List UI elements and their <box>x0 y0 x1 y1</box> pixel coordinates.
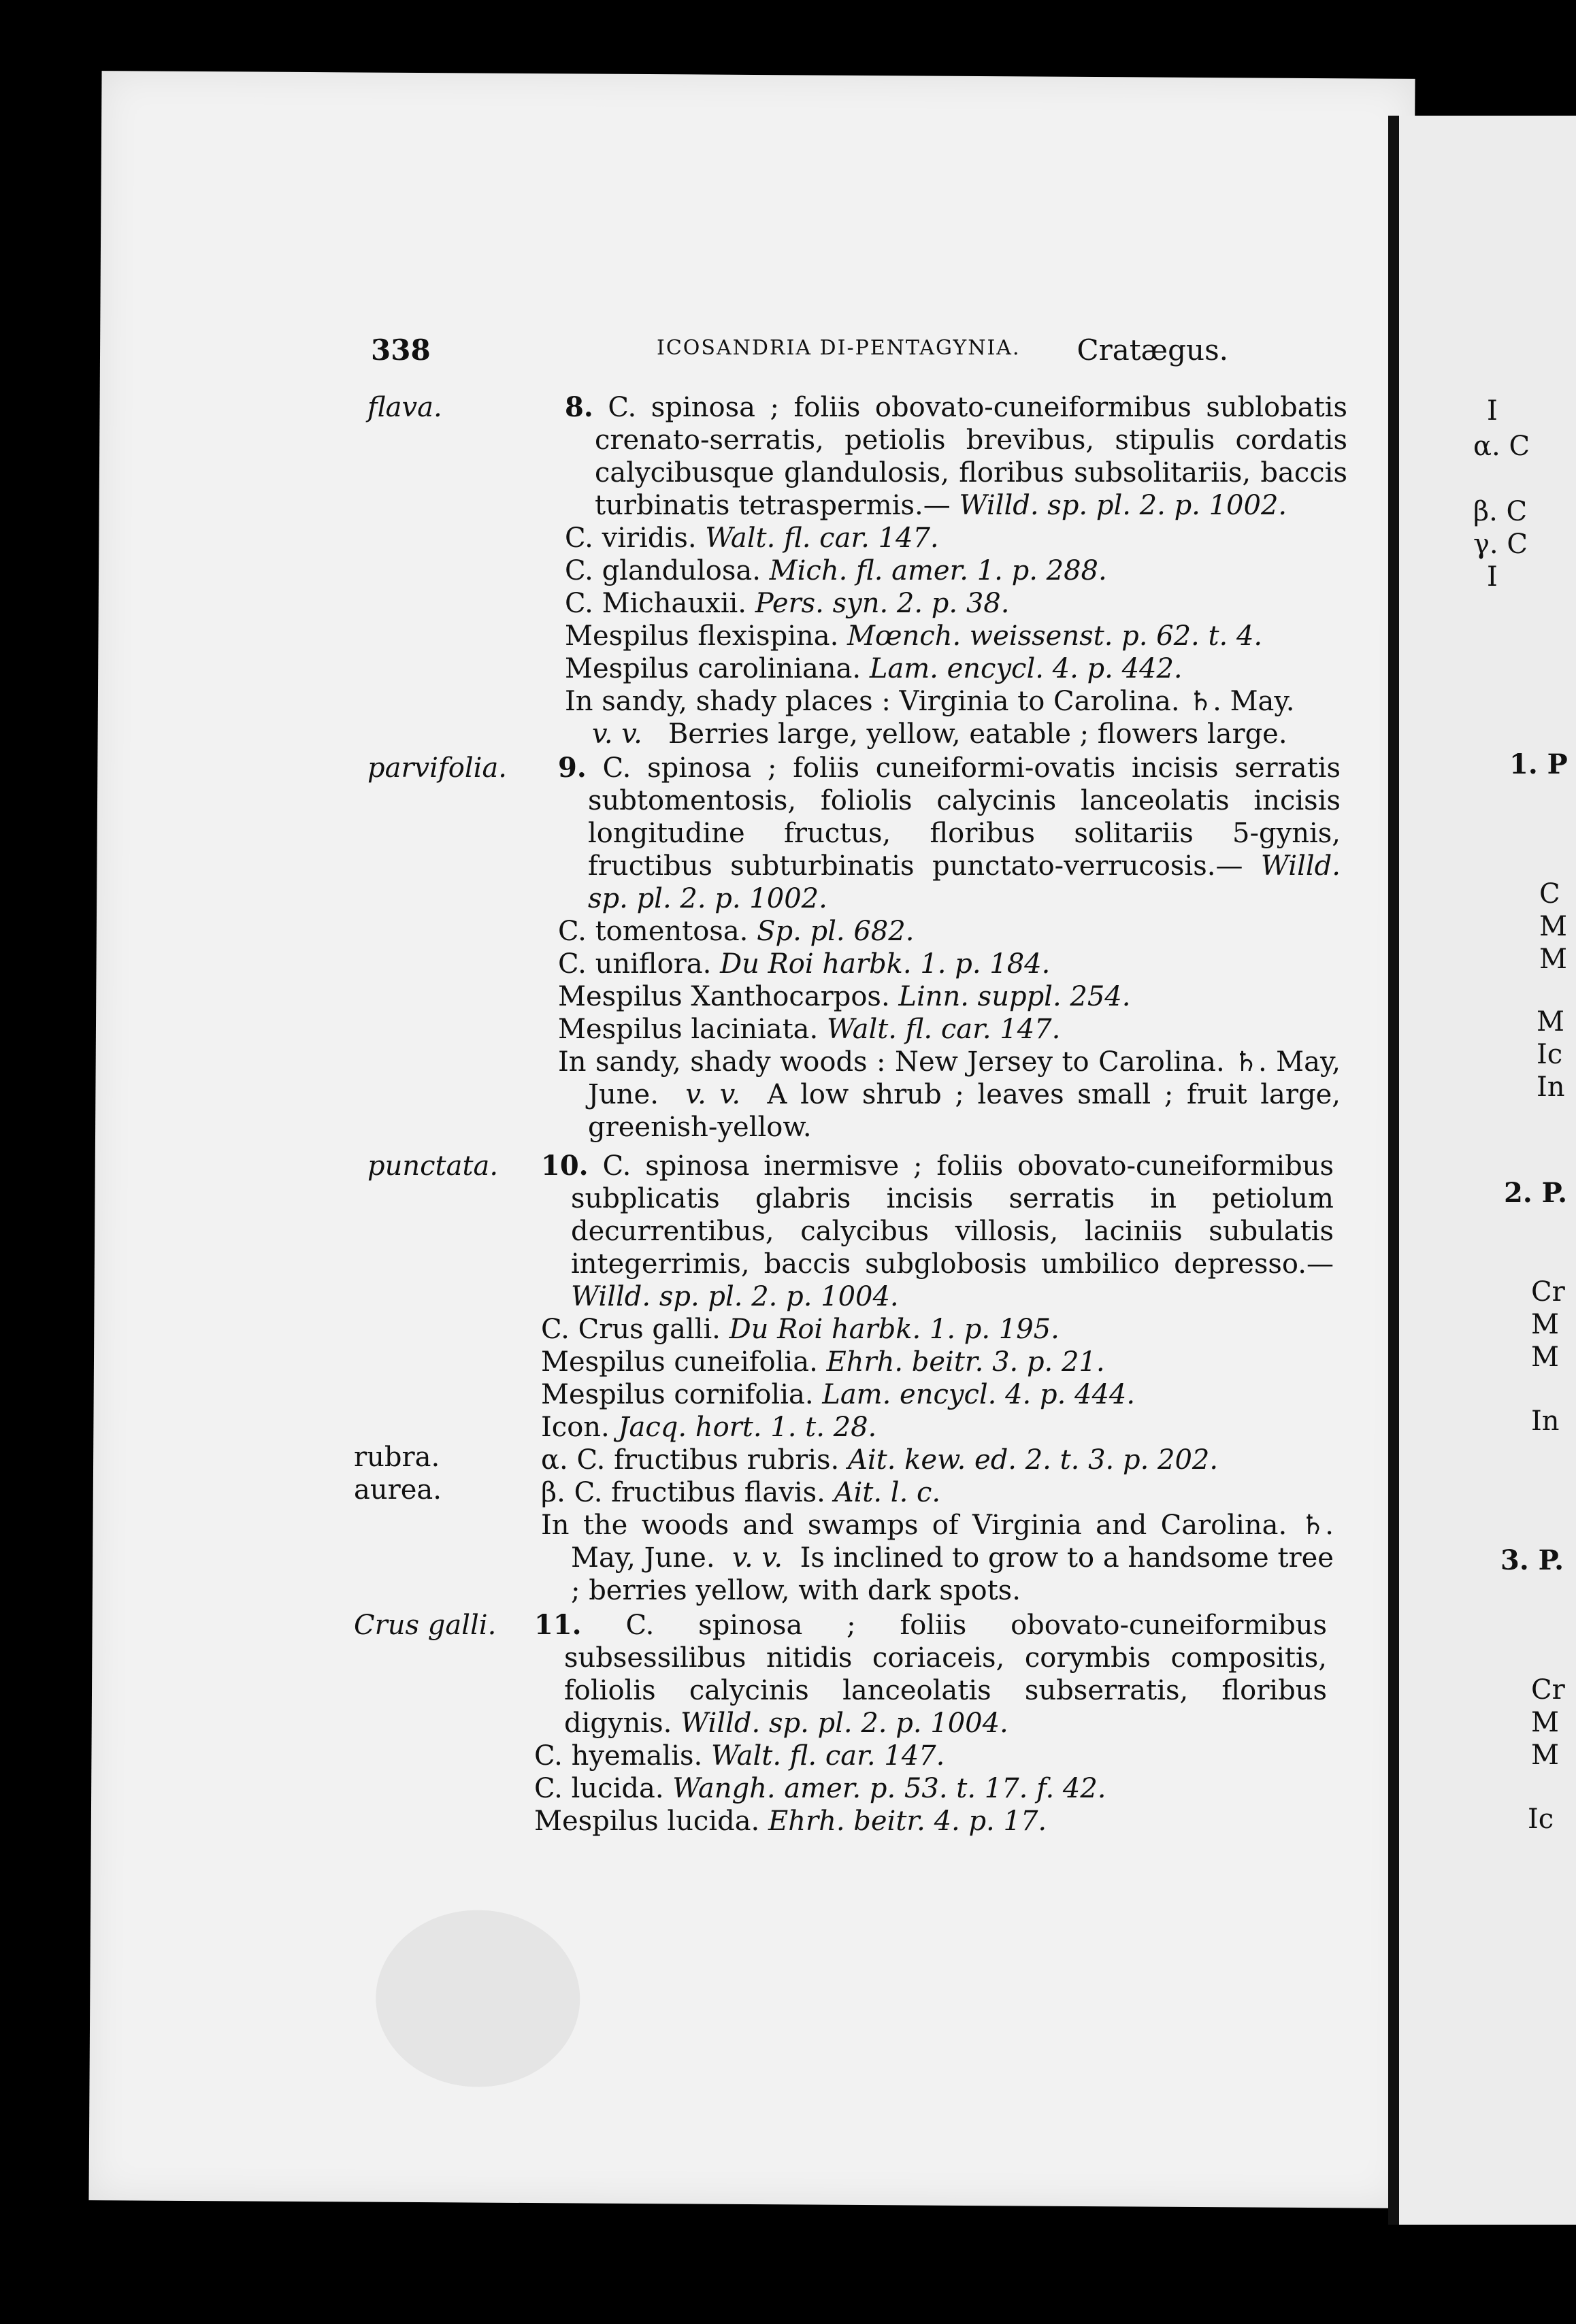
species-label: Crus galli. <box>354 1610 497 1641</box>
habitat: In the woods and swamps of Virginia and Carolina. ♄. May, June. v. v. Is inclined to grow to a handsome tree ; berries yellow, with dark spots. <box>541 1510 1334 1606</box>
facing-fragment: γ. C <box>1473 529 1528 560</box>
synonym: Mespilus laciniata. Walt. fl. car. 147. <box>558 1014 1061 1045</box>
facing-fragment: M <box>1531 1342 1559 1373</box>
species-label: punctata. <box>367 1150 499 1182</box>
diagnosis: C. spinosa ; foliis obovato-cuneiformibus subsessilibus nitidis coriaceis, corymbis compositis, foliolis calycinis lanceolatis subserratis, floribus digynis. <box>564 1610 1327 1739</box>
species-description <box>541 1150 1334 1607</box>
facing-fragment: I <box>1487 395 1498 427</box>
facing-fragment: In <box>1537 1072 1565 1103</box>
synonym: Mespilus Xanthocarpos. Linn. suppl. 254. <box>558 981 1131 1012</box>
variety-label: aurea. <box>354 1474 442 1506</box>
species-label: flava. <box>367 392 442 423</box>
citation: Willd. sp. pl. 2. p. 1004. <box>571 1281 899 1312</box>
facing-fragment: 3. P. <box>1500 1544 1564 1576</box>
facing-fragment: Cr <box>1531 1674 1565 1706</box>
citation: Willd. sp. pl. 2. p. 1004. <box>680 1708 1008 1739</box>
facing-fragment: C <box>1539 878 1560 910</box>
facing-fragment: M <box>1531 1309 1559 1340</box>
running-title: ICOSANDRIA DI-PENTAGYNIA. <box>657 336 1021 360</box>
synonym: C. uniflora. Du Roi harbk. 1. p. 184. <box>558 948 1051 980</box>
facing-fragment: M <box>1531 1707 1559 1738</box>
synonym: Mespilus cuneifolia. Ehrh. beitr. 3. p. 21. <box>541 1346 1105 1378</box>
facing-fragment: M <box>1539 911 1567 942</box>
facing-fragment: Cr <box>1531 1276 1565 1308</box>
habitat: In sandy, shady woods : New Jersey to Carolina. ♄. May, June. v. v. A low shrub ; leaves small ; fruit large, greenish-yellow. <box>558 1046 1341 1143</box>
synonym: C. Crus galli. Du Roi harbk. 1. p. 195. <box>541 1314 1060 1345</box>
diagnosis: C. spinosa ; foliis obovato-cuneiformibus sublobatis crenato-serratis, petiolis brevibus, stipulis cordatis calycibusque glandulosis, floribus subsolitariis, baccis turbinatis tetraspermis.— <box>595 392 1348 521</box>
species-number: 8. <box>565 391 593 423</box>
species-description <box>534 1609 1327 1838</box>
facing-fragment: β. C <box>1473 496 1528 527</box>
synonym: Icon. Jacq. hort. 1. t. 28. <box>541 1412 877 1443</box>
citation: Willd. sp. pl. 2. p. 1002. <box>959 490 1287 521</box>
synonym: C. lucida. Wangh. amer. p. 53. t. 17. f. 42. <box>534 1773 1106 1804</box>
facing-fragment: α. C <box>1473 431 1530 462</box>
habitat: In sandy, shady places : Virginia to Carolina. ♄. May. <box>565 686 1295 717</box>
synonym: C. hyemalis. Walt. fl. car. 147. <box>534 1740 945 1772</box>
facing-fragment: In <box>1531 1406 1560 1437</box>
note: v. v. Berries large, yellow, eatable ; flowers large. <box>592 718 1287 750</box>
variety-label: rubra. <box>354 1442 440 1473</box>
facing-fragment: Ic <box>1528 1804 1554 1835</box>
synonym: Mespilus caroliniana. Lam. encycl. 4. p. 442. <box>565 653 1183 684</box>
synonym: Mespilus flexispina. Mœnch. weissenst. p. 62. t. 4. <box>565 620 1263 652</box>
facing-fragment: I <box>1487 561 1498 593</box>
facing-fragment: 1. P <box>1509 748 1568 780</box>
variety: α. C. fructibus rubris. Ait. kew. ed. 2. t. 3. p. 202. <box>541 1444 1219 1476</box>
species-description <box>558 752 1341 1144</box>
species-description <box>565 391 1347 750</box>
species-number: 11. <box>534 1609 582 1641</box>
facing-fragment: M <box>1531 1740 1559 1771</box>
citation: Willd. sp. pl. 2. p. 1002. <box>588 850 1341 914</box>
synonym: Mespilus lucida. Ehrh. beitr. 4. p. 17. <box>534 1806 1047 1837</box>
facing-fragment: 2. P. <box>1504 1177 1568 1209</box>
diagnosis: C. spinosa ; foliis cuneiformi-ovatis incisis serratis subtomentosis, foliolis calycinis lanceolatis incisis longitudine fructus, floribus solitariis 5-gynis, fructibus subturbinatis punctato-verrucosis.— <box>588 752 1341 882</box>
facing-fragment: M <box>1537 1006 1564 1038</box>
genus-title: Cratægus. <box>1077 333 1228 367</box>
variety: β. C. fructibus flavis. Ait. l. c. <box>541 1477 941 1508</box>
synonym: C. viridis. Walt. fl. car. 147. <box>565 522 939 554</box>
synonym: C. tomentosa. Sp. pl. 682. <box>558 916 915 947</box>
synonym: Mespilus cornifolia. Lam. encycl. 4. p. 444. <box>541 1379 1136 1410</box>
facing-fragment: M <box>1539 944 1567 975</box>
paper-stain <box>375 1910 580 2088</box>
page-header <box>371 333 1228 371</box>
facing-fragment: Ic <box>1537 1039 1563 1070</box>
species-label: parvifolia. <box>367 752 507 784</box>
synonym: C. glandulosa. Mich. fl. amer. 1. p. 288. <box>565 555 1107 586</box>
diagnosis: C. spinosa inermisve ; foliis obovato-cuneiformibus subplicatis glabris incisis serratis in petiolum decurrentibus, calycibus villosis, laciniis subulatis integerrimis, baccis subglobosis umbilico depresso.— <box>571 1150 1334 1280</box>
page-number: 338 <box>371 333 431 367</box>
species-number: 9. <box>558 752 587 784</box>
species-number: 10. <box>541 1150 589 1182</box>
synonym: C. Michauxii. Pers. syn. 2. p. 38. <box>565 588 1010 619</box>
